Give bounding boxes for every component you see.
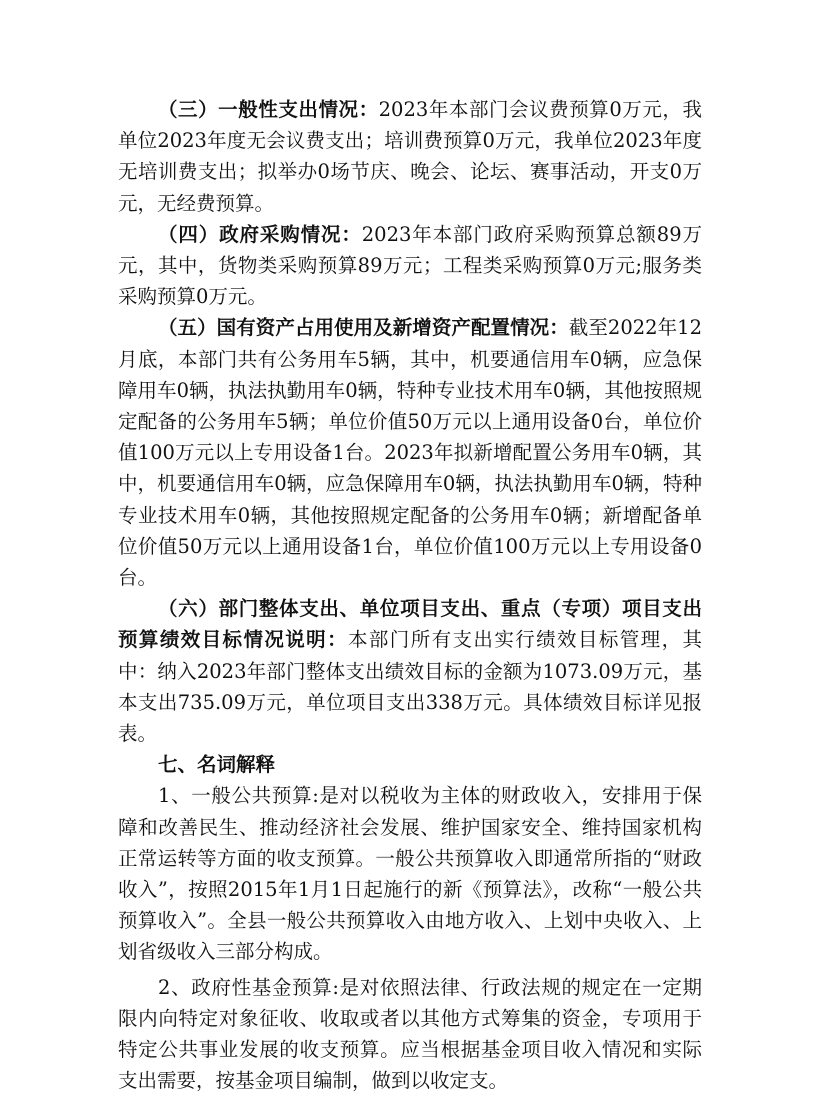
paragraph-body: 截至2022年12月底，本部门共有公务用车5辆，其中，机要通信用车0辆，应急保障用车0辆，执法执勤用车0辆，特种专业技术用车0辆，其他按照规定配备的公务用车5辆；单位价值50万元以上通用设备0台，单位价值100万元以上专用设备1台。2023年拟新增配置公务用车0辆，其中，机要通信用车0辆，应急保障用车0辆，执法执勤用车0辆，特种专业技术用车0辆，其他按照规定配备的公务用车0辆；新增配备单位价值50万元以上通用设备1台，单位价值100万元以上专用设备0台。	[118, 316, 702, 590]
paragraph-lead: （三）一般性支出情况：	[158, 98, 379, 121]
paragraph-general-expenditure	[118, 94, 702, 219]
paragraph-government-procurement	[118, 219, 702, 313]
section-heading-glossary: 七、名词解释	[158, 753, 276, 777]
definition-general-public-budget: 1、一般公共预算:是对以税收为主体的财政收入，安排用于保障和改善民生、推动经济社会发展、维护国家安全、维持国家机构正常运转等方面的收支预算。一般公共预算收入即通常所指的“财政收入”，按照2015年1月1日起施行的新《预算法》，改称“一般公共预算收入”。全县一般公共预算收入由地方收入、上划中央收入、上划省级收入三部分构成。	[118, 784, 702, 964]
paragraph-body: 2023年本部门政府采购预算总额89万元，其中，货物类采购预算89万元；工程类采购预算0万元;服务类采购预算0万元。	[118, 222, 702, 309]
document-page	[118, 94, 702, 1097]
paragraph-lead: （四）政府采购情况：	[158, 222, 362, 246]
paragraph-performance-targets	[118, 593, 702, 749]
paragraph-body: 2023年本部门会议费预算0万元，我单位2023年度无会议费支出；培训费预算0万元，我单位2023年度无培训费支出；拟举办0场节庆、晚会、论坛、赛事活动，开支0万元，无经费预算。	[118, 98, 702, 215]
paragraph-lead: （五）国有资产占用使用及新增资产配置情况：	[158, 316, 569, 340]
paragraph-body: 本部门所有支出实行绩效目标管理，其中：纳入2023年部门整体支出绩效目标的金额为1073.09万元，基本支出735.09万元，单位项目支出338万元。具体绩效目标详见报表。	[118, 628, 702, 746]
definition-government-fund-budget: 2、政府性基金预算:是对依照法律、行政法规的规定在一定期限内向特定对象征收、收取或者以其他方式筹集的资金，专项用于特定公共事业发展的收支预算。应当根据基金项目收入情况和实际支出需要，按基金项目编制，做到以收定支。	[118, 975, 702, 1093]
paragraph-state-assets	[118, 312, 702, 593]
paragraph-lead: （六）部门整体支出、单位项目支出、重点（专项）项目支出预算绩效目标情况说明：	[118, 597, 702, 652]
